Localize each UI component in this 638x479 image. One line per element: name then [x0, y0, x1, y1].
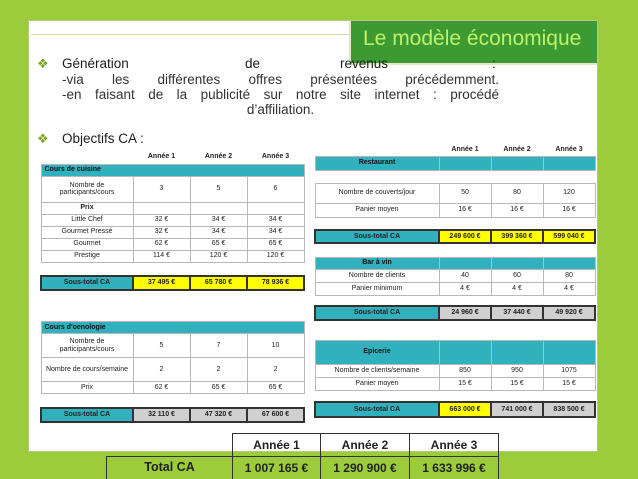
header-blank [315, 144, 439, 156]
spacer [439, 243, 491, 257]
row-label: Panier minimum [315, 282, 439, 295]
row-label: Nombre de participants/cours [41, 176, 133, 202]
section-title: Bar à vin [315, 257, 439, 269]
cell: 120 € [190, 250, 247, 262]
spacer [439, 390, 491, 402]
section-fill [543, 257, 595, 269]
cell: 62 € [133, 382, 190, 394]
section-fill [491, 156, 543, 170]
cell: 1075 [543, 364, 595, 377]
spacer [315, 390, 439, 402]
section-title: Cours d'oenologie [41, 322, 304, 334]
spacer [491, 243, 543, 257]
cell: 60 [491, 269, 543, 282]
subtotal-value: 399 360 € [491, 230, 543, 243]
table-cours-oenologie [40, 321, 305, 423]
subtotal-value: 32 110 € [133, 408, 190, 422]
cell: 65 € [247, 238, 304, 250]
year-header: Année 2 [321, 434, 410, 457]
subtotal-value: 663 000 € [439, 402, 491, 417]
subtotal-label: Sous-total CA [315, 306, 439, 320]
subtotal-value: 65 780 € [190, 276, 247, 290]
section-fill [543, 340, 595, 364]
bullet1-word-4: : [492, 56, 496, 71]
year-header: Année 1 [233, 434, 321, 457]
row-label: Little Chef [41, 214, 133, 226]
spacer [439, 170, 491, 183]
row-label: Gourmet Pressé [41, 226, 133, 238]
cell: 120 [543, 183, 595, 203]
spacer [190, 394, 247, 408]
cell [247, 202, 304, 214]
spacer [543, 295, 595, 306]
cell: 5 [133, 334, 190, 358]
spacer [247, 394, 304, 408]
cell: 15 € [439, 377, 491, 390]
year-header: Année 3 [410, 434, 499, 457]
subtotal-value: 49 920 € [543, 306, 595, 320]
section-fill [491, 340, 543, 364]
table-cours-cuisine [40, 150, 305, 291]
section-fill [491, 257, 543, 269]
cell: 40 [439, 269, 491, 282]
spacer [315, 320, 439, 340]
section-title: Restaurant [315, 156, 439, 170]
slide-title: Le modèle économique [363, 27, 582, 50]
cell: 65 € [190, 382, 247, 394]
cell: 15 € [491, 377, 543, 390]
total-label: Total CA [107, 457, 233, 479]
row-label: Nombre de clients [315, 269, 439, 282]
cell: 3 [133, 176, 190, 202]
cell: 80 [491, 183, 543, 203]
total-value: 1 007 165 € [233, 457, 321, 479]
spacer [543, 243, 595, 257]
spacer [315, 170, 439, 183]
table-restaurant-bar-epicerie [314, 144, 596, 418]
row-label: Nombre de couverts/jour [315, 183, 439, 203]
row-label: Nombre de clients/semaine [315, 364, 439, 377]
cell: 34 € [190, 226, 247, 238]
table-total [106, 433, 499, 479]
section-fill [439, 156, 491, 170]
subtotal-value: 67 600 € [247, 408, 304, 422]
row-label: Nombre de cours/semaine [41, 358, 133, 382]
cell: 4 € [439, 282, 491, 295]
cell: 850 [439, 364, 491, 377]
row-label: Prix [41, 202, 133, 214]
subtotal-label: Sous-total CA [41, 276, 133, 290]
cell: 4 € [543, 282, 595, 295]
cell: 32 € [133, 226, 190, 238]
spacer [491, 320, 543, 340]
cell: 34 € [190, 214, 247, 226]
bullet1-line-2: -en faisant de la publicité sur notre site internet : procédé [62, 87, 499, 102]
bullet1-word-2: de [245, 56, 261, 71]
row-label: Panier moyen [315, 203, 439, 217]
total-value: 1 290 900 € [321, 457, 410, 479]
row-label: Prix [41, 382, 133, 394]
bullet1-word-3: revenus [340, 56, 389, 71]
spacer [439, 320, 491, 340]
spacer [315, 295, 439, 306]
year-header: Année 2 [503, 146, 531, 154]
bullet-icon: ❖ [37, 56, 49, 71]
cell: 65 € [247, 382, 304, 394]
subtotal-value: 838 500 € [543, 402, 595, 417]
section-fill [543, 156, 595, 170]
row-label: Nombre de participants/cours [41, 334, 133, 358]
section-fill [439, 257, 491, 269]
subtotal-value: 599 040 € [543, 230, 595, 243]
bullet1-line-1: -via les différentes offres présentées précédemment. [62, 72, 499, 87]
spacer [543, 170, 595, 183]
subtotal-value: 24 960 € [439, 306, 491, 320]
cell: 50 [439, 183, 491, 203]
cell: 15 € [543, 377, 595, 390]
year-header: Année 2 [204, 153, 233, 161]
cell: 2 [190, 358, 247, 382]
cell: 80 [543, 269, 595, 282]
cell: 2 [133, 358, 190, 382]
cell: 4 € [491, 282, 543, 295]
subtotal-value: 37 495 € [133, 276, 190, 290]
section-title: Cours de cuisine [41, 164, 304, 176]
subtotal-value: 249 600 € [439, 230, 491, 243]
header-blank [41, 150, 133, 164]
cell: 7 [190, 334, 247, 358]
subtotal-label: Sous-total CA [315, 402, 439, 417]
spacer [315, 243, 439, 257]
spacer [247, 262, 304, 276]
spacer [315, 217, 439, 230]
subtotal-value: 78 936 € [247, 276, 304, 290]
cell: 5 [190, 176, 247, 202]
subtotal-label: Sous-total CA [315, 230, 439, 243]
year-header: Année 3 [555, 146, 583, 154]
spacer [543, 320, 595, 340]
spacer [491, 390, 543, 402]
bullet2-heading: Objectifs CA : [62, 131, 144, 146]
cell [133, 202, 190, 214]
spacer [491, 170, 543, 183]
spacer [543, 390, 595, 402]
spacer [41, 262, 133, 276]
cell [190, 202, 247, 214]
cell: 114 € [133, 250, 190, 262]
spacer [439, 295, 491, 306]
spacer [41, 394, 133, 408]
spacer [491, 217, 543, 230]
spacer [543, 217, 595, 230]
bullet-icon: ❖ [37, 131, 49, 146]
year-header: Année 1 [147, 153, 176, 161]
cell: 6 [247, 176, 304, 202]
cell: 34 € [247, 214, 304, 226]
cell: 16 € [543, 203, 595, 217]
cell: 950 [491, 364, 543, 377]
row-label: Panier moyen [315, 377, 439, 390]
cell: 10 [247, 334, 304, 358]
section-title: Epicerie [315, 340, 439, 364]
section-fill [439, 340, 491, 364]
bullet1-line-3: d’affiliation. [246, 102, 315, 117]
year-header: Année 3 [261, 153, 290, 161]
cell: 120 € [247, 250, 304, 262]
cell: 62 € [133, 238, 190, 250]
header-blank [107, 434, 233, 457]
subtotal-value: 741 000 € [491, 402, 543, 417]
total-value: 1 633 996 € [410, 457, 499, 479]
subtotal-value: 47 320 € [190, 408, 247, 422]
spacer [190, 262, 247, 276]
cell: 2 [247, 358, 304, 382]
cell: 34 € [247, 226, 304, 238]
row-label: Gourmet [41, 238, 133, 250]
cell: 16 € [491, 203, 543, 217]
cell: 32 € [133, 214, 190, 226]
spacer [133, 394, 190, 408]
subtotal-label: Sous-total CA [41, 408, 133, 422]
spacer [133, 262, 190, 276]
spacer [491, 295, 543, 306]
year-header: Année 1 [451, 146, 479, 154]
row-label: Prestige [41, 250, 133, 262]
cell: 16 € [439, 203, 491, 217]
subtotal-value: 37 440 € [491, 306, 543, 320]
cell: 65 € [190, 238, 247, 250]
bullet1-word-1: Génération [62, 56, 129, 71]
spacer [439, 217, 491, 230]
decorative-rule [31, 23, 349, 35]
